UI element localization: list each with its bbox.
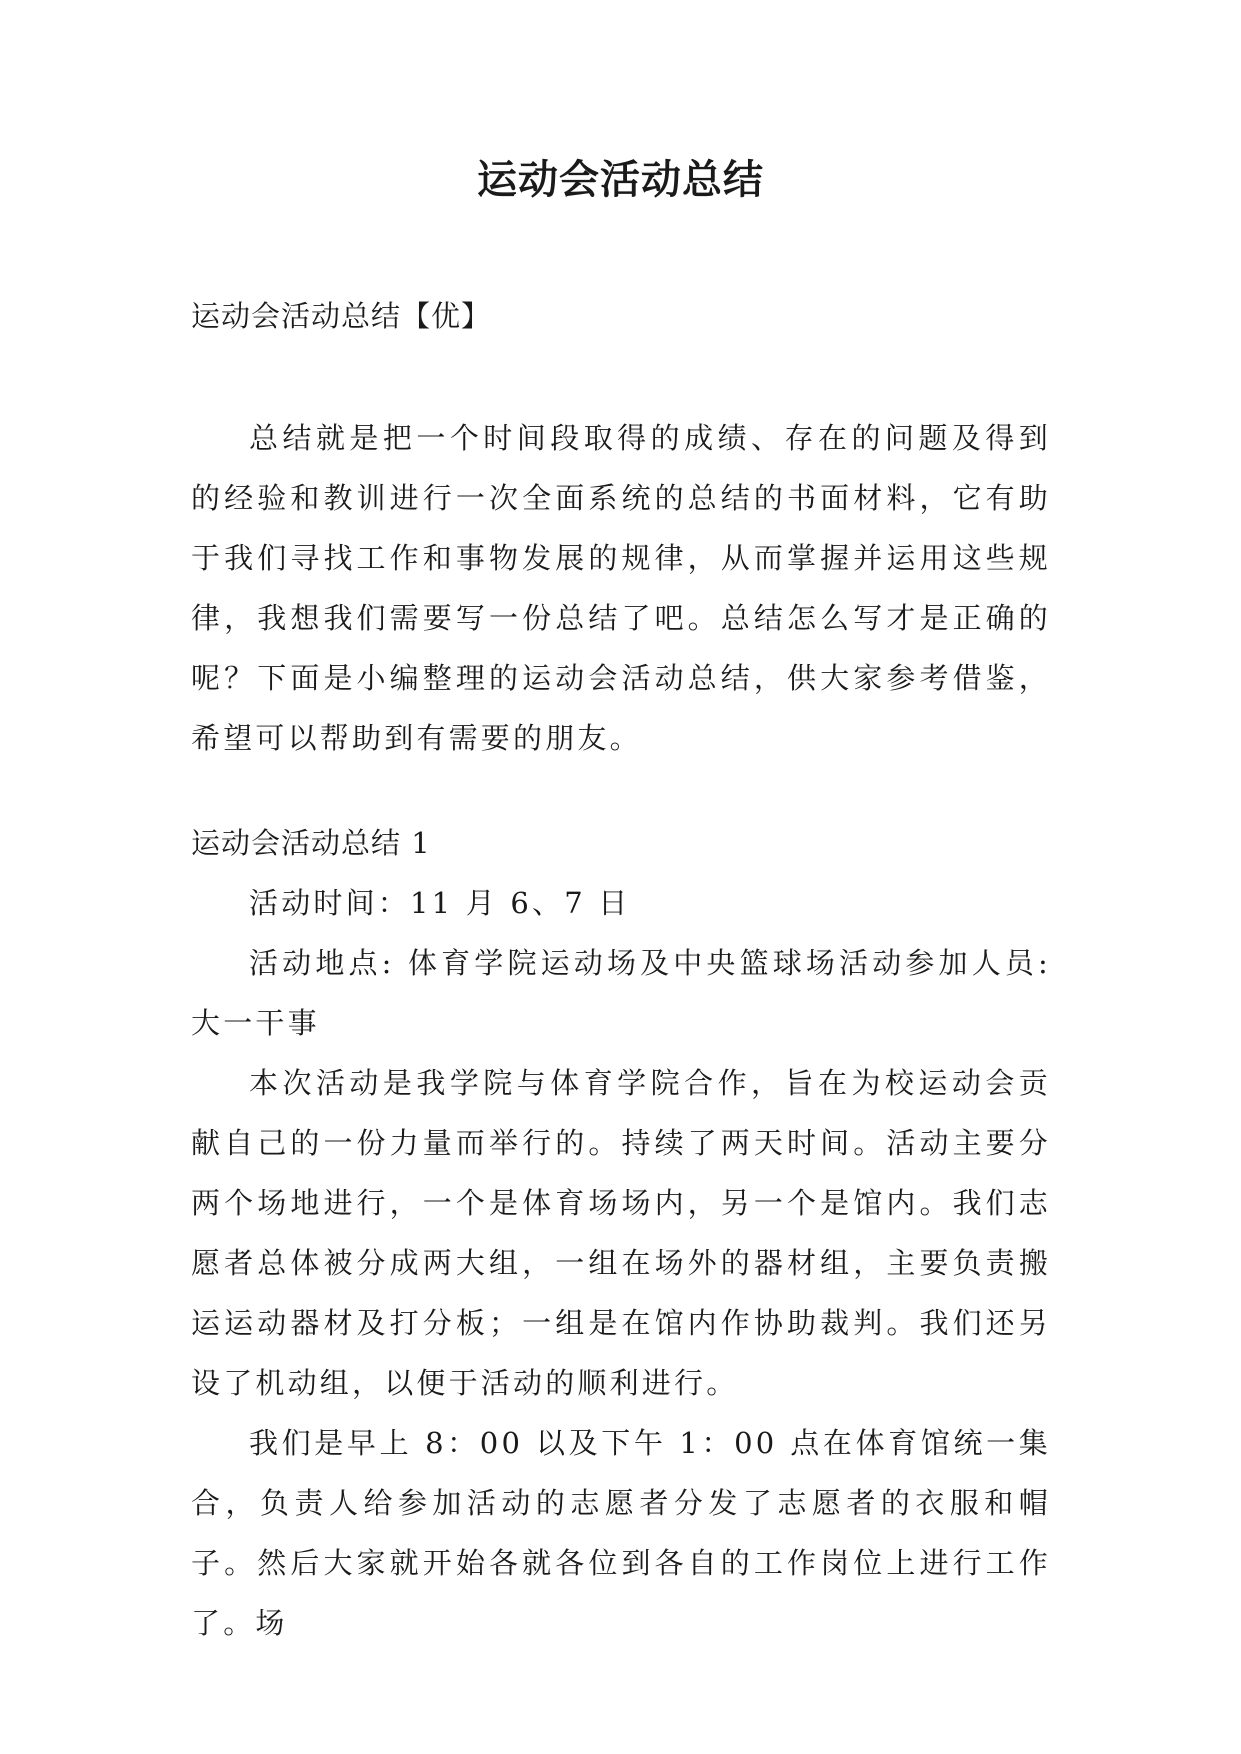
paragraph-activity-overview: 本次活动是我学院与体育学院合作，旨在为校运动会贡献自己的一份力量而举行的。持续了两天时间。活动主要分两个场地进行，一个是体育场场内，另一个是馆内。我们志愿者总体被分成两大组，一组在场外的器材组，主要负责搬运运动器材及打分板；一组是在馆内作协助裁判。我们还另设了机动组，以便于活动的顺利进行。 bbox=[191, 1066, 1051, 1400]
document-title: 运动会活动总结 bbox=[477, 156, 764, 203]
section-heading: 运动会活动总结 1 bbox=[191, 826, 431, 860]
paragraph-activity-time: 活动时间：11 月 6、7 日 bbox=[249, 886, 631, 920]
details-section bbox=[191, 835, 1051, 1653]
document-subtitle: 运动会活动总结【优】 bbox=[191, 299, 492, 333]
paragraph-activity-location: 活动地点: 体育学院运动场及中央篮球场活动参加人员: 大一干事 bbox=[191, 946, 1051, 1040]
intro-section bbox=[191, 408, 1051, 768]
paragraph-activity-process: 我们是早上 8：00 以及下午 1：00 点在体育馆统一集合，负责人给参加活动的志愿者分发了志愿者的衣服和帽子。然后大家就开始各就各位到各自的工作岗位上进行工作了。场 bbox=[191, 1426, 1051, 1640]
intro-paragraph: 总结就是把一个时间段取得的成绩、存在的问题及得到的经验和教训进行一次全面系统的总结的书面材料，它有助于我们寻找工作和事物发展的规律，从而掌握并运用这些规律，我想我们需要写一份总结了吧。总结怎么写才是正确的呢？下面是小编整理的运动会活动总结，供大家参考借鉴，希望可以帮助到有需要的朋友。 bbox=[191, 421, 1051, 755]
